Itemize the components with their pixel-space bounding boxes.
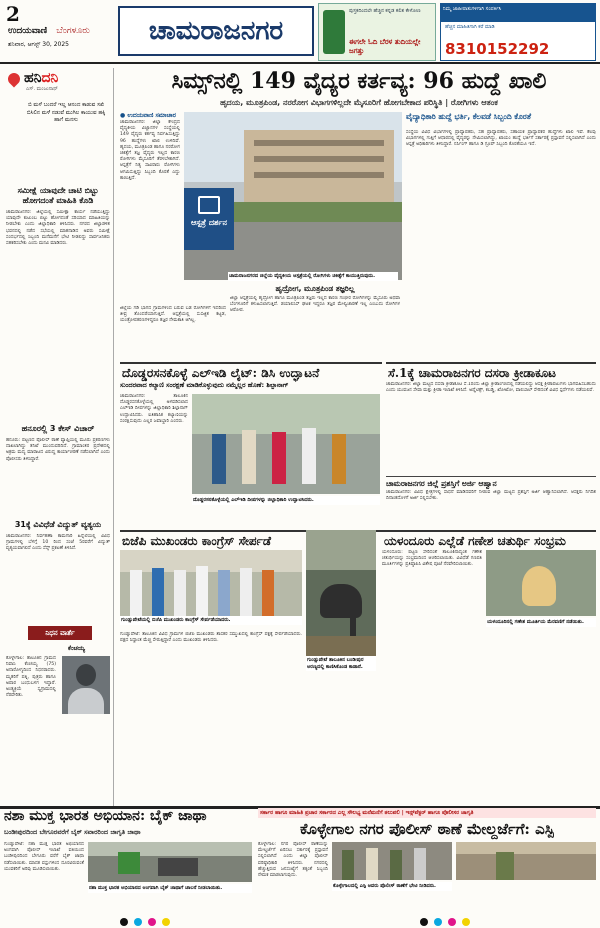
drop-icon xyxy=(6,71,23,88)
story-bjp-body: ಗುಂಡ್ಲುಪೇಟೆ: ತಾಲೂಕಿನ ವಿವಿಧ ಗ್ರಾಮಗಳ ಬಿಜೆಪಿ ಮುಖಂಡರು ಶಾಸಕರ ಸಮ್ಮುಖದಲ್ಲಿ ಕಾಂಗ್ರೆಸ್ ಪಕ್ಷಕ್ಕೆ ಸೇರ್ಪಡೆಯಾದರು. ಪಕ್ಷದ ಸಿದ್ಧಾಂತ ಮೆಚ್ಚಿ ಸೇರುತ್ತಿದ್ದಾರೆ ಎಂದು ಮುಖಂಡರು ತಿಳಿಸಿದರು. xyxy=(120,632,302,644)
story-led-body: ಚಾಮರಾಜನಗರ: ತಾಲೂಕಿನ ದೊಡ್ಡರಸನಕೊಳ್ಳೆಯಲ್ಲಿ ಅಳವಡಿಸಲಾದ ಎಲ್‌ಇಡಿ ದೀಪಗಳನ್ನು ಜಿಲ್ಲಾಧಿಕಾರಿ ಶಿಲ್ಪಾನಾಗ್ ಉದ್ಘಾಟಿಸಿದರು. ಐತಿಹಾಸಿಕ ಕಲ್ಯಾಣಿಯನ್ನು ಸಂರಕ್ಷಿಸುವುದು ಎಲ್ಲರ ಜವಾಬ್ದಾರಿ ಎಂದರು. xyxy=(120,394,188,424)
section-badge xyxy=(184,188,234,250)
story-kollegala-head: ಕೊಳ್ಳೇಗಾಲ ನಗರ ಪೊಲೀಸ್ ಠಾಣೆ ಮೇಲ್ದರ್ಜೆಗೆ: ಎಸ್ಪಿ xyxy=(300,820,554,838)
story-nasha-body: ಗುಂಡ್ಲುಪೇಟೆ: ನಶಾ ಮುಕ್ತ ಭಾರತ ಅಭಿಯಾನದ ಅಂಗವಾಗಿ ಪೊಲೀಸ್ ಇಲಾಖೆ ವತಿಯಿಂದ ಬಂಡೀಪುರದಿಂದ ಬೇಗೂರು ವರೆಗೆ ಬೈಕ್ ಜಾಥಾ ನಡೆಸಲಾಯಿತು. ಮಾದಕ ವಸ್ತುಗಳಿಂದ ದೂರವಿರುವಂತೆ ಯುವಕರಿಗೆ ಅರಿವು ಮೂಡಿಸಲಾಯಿತು. xyxy=(4,842,84,872)
kollegala-photo-caption: ಕೊಳ್ಳೇಗಾಲದಲ್ಲಿ ಎಸ್ಪಿ ಅವರು ಪೊಲೀಸ್ ಠಾಣೆಗೆ ಭೇಟಿ ನೀಡಿದರು. xyxy=(332,882,452,891)
obituary-photo xyxy=(62,656,110,714)
main-headline: ಸಿಮ್ಸ್‌ನಲ್ಲಿ 149 ವೈದ್ಯರ ಕರ್ತವ್ಯ: 96 ಹುದ್ದೆ ಖಾಲಿ xyxy=(171,68,547,94)
registration-mark-icon xyxy=(448,918,456,926)
left-column xyxy=(4,68,114,806)
registration-mark-icon xyxy=(420,918,428,926)
hospital-photo-caption: ಚಾಮರಾಜನಗರದ ಜಿಲ್ಲೆಯ ವೈದ್ಯಕೀಯ ಆಸ್ಪತ್ರೆಯಲ್ಲಿ ರೋಗಿಗಳು ಚಿಕಿತ್ಸೆಗೆ ಕಾಯುತ್ತಿರುವುದು. xyxy=(228,272,398,281)
story-kollegala-body: ಕೊಳ್ಳೇಗಾಲ: ನಗರ ಪೊಲೀಸ್ ಠಾಣೆಯನ್ನು ಮೇಲ್ದರ್ಜೆಗೆ ಏರಿಸಲು ಸರ್ಕಾರಕ್ಕೆ ಪ್ರಸ್ತಾವನೆ ಸಲ್ಲಿಸಲಾಗಿದೆ ಎಂದು ಜಿಲ್ಲಾ ಪೊಲೀಸ್ ವರಿಷ್ಠಾಧಿಕಾರಿ ತಿಳಿಸಿದರು. ನಗರದಲ್ಲಿ ಹೆಚ್ಚುತ್ತಿರುವ ಜನಸಂಖ್ಯೆಗೆ ತಕ್ಕಂತೆ ಸಿಬ್ಬಂದಿ ನೇಮಕ ಮಾಡಲಾಗುವುದು. xyxy=(258,842,328,879)
registration-mark-icon xyxy=(434,918,442,926)
registration-mark-icon xyxy=(148,918,156,926)
story-nasha-head: ನಶಾ ಮುಕ್ತ ಭಾರತ ಅಭಿಯಾನ: ಬೈಕ್ ಜಾಥಾ xyxy=(4,808,207,824)
column-title-em: ದನಿ xyxy=(41,70,59,86)
obituary-label: ನಿಧನ ವಾರ್ತೆ xyxy=(28,626,92,640)
section-badge-label: ಆಸ್ಪತ್ರೆ ದರ್ಶನ xyxy=(191,218,227,227)
column-header xyxy=(4,68,114,94)
side-story-body: ಸಂಸ್ಥೆಯ ವಿವಿಧ ವಿಭಾಗಗಳಲ್ಲಿ ಪ್ರಾಧ್ಯಾಪಕರು, ಸಹ ಪ್ರಾಧ್ಯಾಪಕರು, ಸಹಾಯಕ ಪ್ರಾಧ್ಯಾಪಕರ ಹುದ್ದೆಗಳು ಖಾಲಿ ಇವೆ. ಕೆಲವು ವಿಭಾಗಗಳಲ್ಲಿ ಗುತ್ತಿಗೆ ಆಧಾರದಲ್ಲಿ ವೈದ್ಯರನ್ನು ನೇಮಿಸಲಾಗಿದ್ದು, ಖಾಯಂ ಹುದ್ದೆ ಭರ್ತಿಗೆ ಸರ್ಕಾರಕ್ಕೆ ಪ್ರಸ್ತಾವನೆ ಸಲ್ಲಿಸಲಾಗಿದೆ ಎಂದು ಆಸ್ಪತ್ರೆ ಅಧಿಕಾರಿಗಳು ತಿಳಿಸಿದ್ದಾರೆ. ನರ್ಸಿಂಗ್ ಹಾಗೂ ಡಿ ಗ್ರೂಪ್ ಸಿಬ್ಬಂದಿ ಕೊರತೆಯೂ ಇದೆ. xyxy=(406,130,596,148)
advert-reading-tagline: ಈಗಲೇ ಓದಿ ಬೆರಳ ತುದಿಯಲ್ಲೇ ಜಗತ್ತು xyxy=(349,38,421,55)
page-number: 2 xyxy=(6,2,20,26)
ganesha-photo xyxy=(486,550,596,616)
paper-name xyxy=(8,26,90,36)
column-title-pre: ಹನಿ xyxy=(24,70,42,86)
advert-reading[interactable] xyxy=(318,3,436,61)
story-hanur-body: ಹನೂರು: ಪಟ್ಟಣದ ಪೊಲೀಸ್ ಠಾಣೆ ವ್ಯಾಪ್ತಿಯಲ್ಲಿ ಮೂರು ಪ್ರಕರಣಗಳು ದಾಖಲಾಗಿದ್ದು ತನಿಖೆ ಮುಂದುವರಿದಿದೆ. ಗ್ರಾಮಾಂತರ ಪ್ರದೇಶದಲ್ಲಿ ಅಕ್ರಮ ಮದ್ಯ ಮಾರಾಟದ ವಿರುದ್ಧ ಕಾರ್ಯಾಚರಣೆ ನಡೆಸಲಾಗಿದೆ ಎಂದು ಪೊಲೀಸರು ತಿಳಿಸಿದ್ದಾರೆ. xyxy=(6,438,110,462)
kollegala-photo-2 xyxy=(456,842,596,880)
side-story-head: ವೈದ್ಯಾಧಿಕಾರಿ ಹುದ್ದೆ ಭರ್ತಿ, ಕೆಲವಡೆ ಸಿಬ್ಬಂದಿ ಕೊರತೆ xyxy=(406,112,531,121)
bjp-photo xyxy=(120,550,302,616)
story-nasha-sub: ಬಂಡೀಪುರದಿಂದ ಬೇಗೂರವರೆಗೆ ಬೈಕ್ ಸವಾರರಿಂದ ಜಾಗೃತಿ ಜಾಥಾ xyxy=(4,828,141,836)
main-subbox-body: ಜಿಲ್ಲಾ ಆಸ್ಪತ್ರೆಯಲ್ಲಿ ಹೃದ್ರೋಗ ಹಾಗೂ ಮೂತ್ರಪಿಂಡ ತಜ್ಞರು ಇಲ್ಲದ ಕಾರಣ ಗಂಭೀರ ರೋಗಿಗಳನ್ನು ಮೈಸೂರು ಅಥವಾ ಬೆಂಗಳೂರಿಗೆ ಕಳುಹಿಸಲಾಗುತ್ತಿದೆ. ಡಯಾಲಿಸಿಸ್ ಘಟಕ ಇದ್ದರೂ ತಜ್ಞರ ಮೇಲ್ವಿಚಾರಣೆ ಇಲ್ಲ ಎಂಬುದು ರೋಗಿಗಳ ಆರೋಪ. xyxy=(230,296,400,314)
advert-reading-text: ಪುಸ್ತಕದಿಂದಲೇ ಹೆಚ್ಚಿನ ಕನ್ನಡ ಕಲಿತ ಕೇಳೋಣ xyxy=(349,8,421,14)
story-award-body: ಚಾಮರಾಜನಗರ: ವಿವಿಧ ಕ್ಷೇತ್ರಗಳಲ್ಲಿ ಸಾಧನೆ ಮಾಡಿದವರಿಗೆ ನೀಡುವ ಜಿಲ್ಲಾ ಮಟ್ಟದ ಪ್ರಶಸ್ತಿಗೆ ಅರ್ಜಿ ಆಹ್ವಾನಿಸಲಾಗಿದೆ. ಆಸಕ್ತರು ನಿಗದಿತ ದಿನಾಂಕದೊಳಗೆ ಅರ್ಜಿ ಸಲ್ಲಿಸಬೇಕು. xyxy=(386,490,596,502)
story-ganesha-body: ಯಳಂದೂರು: ಪಟ್ಟಣ ಸೇರಿದಂತೆ ತಾಲೂಕಿನಾದ್ಯಂತ ಗಣೇಶ ಚತುರ್ಥಿಯನ್ನು ಸಂಭ್ರಮದಿಂದ ಆಚರಿಸಲಾಯಿತು. ವಿವಿಧೆಡೆ ಗಣಪತಿ ಮೂರ್ತಿಗಳನ್ನು ಪ್ರತಿಷ್ಠಾಪಿಸಿ ವಿಶೇಷ ಪೂಜೆ ನೆರವೇರಿಸಲಾಯಿತು. xyxy=(382,550,482,568)
advert-contact-text: ಹೆಚ್ಚಿನ ಮಾಹಿತಿಗಾಗಿ ಕರೆ ಮಾಡಿ xyxy=(445,24,495,30)
dateline: ಶನಿವಾರ, ಆಗಸ್ಟ್ 30, 2025 xyxy=(8,41,69,48)
elephant-photo-caption: ಗುಂಡ್ಲುಪೇಟೆ ತಾಲೂಕಿನ ಬಂಡೀಪುರ ಅರಣ್ಯದಲ್ಲಿ ಕಾಣಿಸಿಕೊಂಡ ಕಾಡಾನೆ. xyxy=(306,656,376,671)
section-title: ಚಾಮರಾಜನಗರ xyxy=(118,6,314,56)
advert-contact[interactable] xyxy=(440,3,596,61)
registration-mark-icon xyxy=(120,918,128,926)
masthead xyxy=(0,0,600,64)
obituary-body-cont xyxy=(6,718,110,802)
elephant-photo xyxy=(306,530,376,656)
led-photo xyxy=(192,394,380,494)
registration-mark-icon xyxy=(162,918,170,926)
registration-mark-icon xyxy=(462,918,470,926)
story-dasara-head: ಸೆ.1ಕ್ಕೆ ಚಾಮರಾಜನಗರ ದಸರಾ ಕ್ರೀಡಾಕೂಟ xyxy=(386,362,596,382)
paper-title: ಉದಯವಾಣಿ xyxy=(8,26,48,36)
main-subbox-head: ಹೃದ್ರೋಗ, ಮೂತ್ರಪಿಂಡ ತಜ್ಞರಿಲ್ಲ xyxy=(275,284,355,293)
main-body-mid: ಜಿಲ್ಲೆಯ ಗಡಿ ಭಾಗದ ಗ್ರಾಮಗಳಿಂದ ಬರುವ ಬಡ ರೋಗಿಗಳಿಗೆ ಇದರಿಂದ ತೀವ್ರ ತೊಂದರೆಯಾಗುತ್ತಿದೆ. ಆಸ್ಪತ್ರೆಯಲ್ಲಿ ಸುಸಜ್ಜಿತ ಕಟ್ಟಡ, ಯಂತ್ರೋಪಕರಣಗಳಿದ್ದರೂ ತಜ್ಞರ ನೇಮಕಾತಿ ಆಗಿಲ್ಲ. xyxy=(120,306,226,324)
kollegala-photo xyxy=(332,842,452,880)
main-body-left: ಚಾಮರಾಜನಗರ: ಜಿಲ್ಲಾ ಕೇಂದ್ರದ ವೈದ್ಯಕೀಯ ವಿಜ್ಞಾನಗಳ ಸಂಸ್ಥೆಯಲ್ಲಿ 149 ವೈದ್ಯರು ಕರ್ತವ್ಯ ನಿರ್ವಹಿಸುತ್ತಿದ್ದು 96 ಹುದ್ದೆಗಳು ಖಾಲಿ ಉಳಿದಿವೆ. ಹೃದಯ, ಮೂತ್ರಪಿಂಡ ಹಾಗೂ ನರರೋಗ ಚಿಕಿತ್ಸೆಗೆ ತಜ್ಞ ವೈದ್ಯರು ಇಲ್ಲದ ಕಾರಣ ರೋಗಿಗಳು ಮೈಸೂರಿಗೆ ತೆರಳಬೇಕಾಗಿದೆ. ಆಸ್ಪತ್ರೆಗೆ ನಿತ್ಯ ಸಾವಿರಾರು ರೋಗಿಗಳು ಆಗಮಿಸುತ್ತಿದ್ದು ಸಿಬ್ಬಂದಿ ಕೊರತೆ ಎದ್ದು ಕಾಣುತ್ತಿದೆ. xyxy=(120,120,180,181)
story-led-sub: ಸುಂದರವಾದ ಕಲ್ಯಾಣಿ ಸಂರಕ್ಷಣೆ ಮಾಡಿಕೊಳ್ಳುವುದು ನಮ್ಮೆಲ್ಲರ ಹೊಣೆ: ಶಿಲ್ಪಾನಾಗ್ xyxy=(120,381,289,389)
print-footer xyxy=(0,914,600,928)
column-title xyxy=(24,70,58,86)
story-power-body: ಚಾಮರಾಜನಗರ: ನಿರ್ವಹಣಾ ಕಾಮಗಾರಿ ಹಿನ್ನೆಲೆಯಲ್ಲಿ ವಿವಿಧ ಗ್ರಾಮಗಳಲ್ಲಿ ಬೆಳಗ್ಗೆ 10 ರಿಂದ ಸಂಜೆ 5ರವರೆಗೆ ವಿದ್ಯುತ್ ವ್ಯತ್ಯಯವಾಗಲಿದೆ ಎಂದು ಸೆಸ್ಕ್ ಪ್ರಕಟಣೆ ತಿಳಿಸಿದೆ. xyxy=(6,534,110,552)
main-kicker: ● ಉದಯವಾಣಿ ಸಮಾಚಾರ xyxy=(120,112,176,119)
advert-phone-number[interactable]: 8310152292 xyxy=(445,40,550,58)
phone-icon xyxy=(323,10,345,54)
bjp-photo-caption: ಗುಂಡ್ಲುಪೇಟೆಯಲ್ಲಿ ಬಿಜೆಪಿ ಮುಖಂಡರು ಕಾಂಗ್ರೆಸ್ ಸೇರ್ಪಡೆಯಾದರು. xyxy=(120,616,302,625)
story-survey-head: ಸಮೀಕ್ಷೆ ಯಾವುದೇ ಚಾಟಿ ಬಿಟ್ಟು ಹೋಗದಂತೆ ಮಾಹಿತಿ ಕೊಡಿ xyxy=(17,186,99,205)
column-author: ಎಸ್. ಮಂಜುನಾಥ್ xyxy=(26,86,58,92)
story-dasara-body: ಚಾಮರಾಜನಗರ: ಜಿಲ್ಲಾ ಮಟ್ಟದ ದಸರಾ ಕ್ರೀಡಾಕೂಟ ಸೆ.1ರಂದು ಜಿಲ್ಲಾ ಕ್ರೀಡಾಂಗಣದಲ್ಲಿ ನಡೆಯಲಿದ್ದು ಆಸಕ್ತ ಕ್ರೀಡಾಪಟುಗಳು ಭಾಗವಹಿಸಬಹುದು ಎಂದು ಯುವಜನ ಸೇವಾ ಮತ್ತು ಕ್ರೀಡಾ ಇಲಾಖೆ ತಿಳಿಸಿದೆ. ಅಥ್ಲೆಟಿಕ್ಸ್, ಕಬಡ್ಡಿ, ಖೋಖೋ, ವಾಲಿಬಾಲ್ ಸೇರಿದಂತೆ ವಿವಿಧ ಸ್ಪರ್ಧೆಗಳು ನಡೆಯಲಿವೆ. xyxy=(386,382,596,394)
obituary-name: ಕೆಂಚಯ್ಯ xyxy=(68,645,85,652)
story-bjp-head: ಬಿಜೆಪಿ ಮುಖಂಡರು ಕಾಂಗ್ರೆಸ್ ಸೇರ್ಪಡೆ xyxy=(120,530,382,550)
ganesha-photo-caption: ಯಳಂದೂರಿನಲ್ಲಿ ಗಣೇಶ ಮೂರ್ತಿಯ ಮೆರವಣಿಗೆ ನಡೆಯಿತು. xyxy=(486,618,596,627)
story-power-head: 31ಕ್ಕೆ ವಿವಿಧೆಡೆ ವಿದ್ಯುತ್ ವ್ಯತ್ಯಯ xyxy=(14,520,102,529)
story-survey-body: ಚಾಮರಾಜನಗರ: ಜಿಲ್ಲೆಯಲ್ಲಿ ಸಮೀಕ್ಷಾ ಕಾರ್ಯ ನಡೆಯುತ್ತಿದ್ದು ಯಾವುದೇ ಕುಟುಂಬ ಬಿಟ್ಟು ಹೋಗದಂತೆ ಸರಿಯಾದ ಮಾಹಿತಿಯನ್ನು ನೀಡಬೇಕು ಎಂದು ಜಿಲ್ಲಾಧಿಕಾರಿ ತಿಳಿಸಿದರು. ನಗರದ ಜಿಲ್ಲಾಡಳಿತ ಭವನದಲ್ಲಿ ನಡೆದ ಸಭೆಯಲ್ಲಿ ಮಾತನಾಡಿದ ಅವರು ಸಮೀಕ್ಷೆ ಸಂದರ್ಭದಲ್ಲಿ ಸಿಬ್ಬಂದಿ ಮನೆಮನೆಗೆ ಭೇಟಿ ನೀಡಲಿದ್ದು ಸಾರ್ವಜನಿಕರು ಸಹಕರಿಸಬೇಕು ಎಂದು ಮನವಿ ಮಾಡಿದರು. xyxy=(6,210,110,247)
advert-contact-title: ನಿಮ್ಮ ಜಾಹೀರಾತುಗಳಿಗಾಗಿ ಸಂಪರ್ಕಿಸಿ xyxy=(441,4,595,22)
hospital-icon xyxy=(198,196,220,214)
story-hanur-head: ಹನೂರಲ್ಲಿ 3 ಕೇಸ್ ವಿಚಾರ್ xyxy=(21,424,95,433)
paper-city: ಬೆಂಗಳೂರು xyxy=(56,26,90,36)
main-subheadline: ಹೃದಯ, ಮೂತ್ರಪಿಂಡ, ನರರೋಗ ವಿಭಾಗಗಳಿಲ್ಲದೇ ಮೈಸೂರಿಗೆ ಹೋಗಬೇಕಾದ ಪರಿಸ್ಥಿತಿ | ರೋಗಿಗಳು ಆತಂಕ xyxy=(220,98,498,107)
red-strip: ಸರ್ಕಾರ ಹಾಗೂ ಮಾಹಿತಿ ಪ್ರಚಾರ ಸರ್ಕಾರದ ಎಲ್ಲ ಸೌಲಭ್ಯ ಮನೆಮನೆಗೆ ತಲುಪಲಿ | ಇನ್ಸ್‌ಪೆಕ್ಟರ್ ಹಾಗೂ ಪೊಲೀಸರ ಜಾಗೃತಿ xyxy=(258,808,596,818)
obituary-body: ಕೊಳ್ಳೇಗಾಲ: ತಾಲೂಕಿನ ಗ್ರಾಮದ ನಿವಾಸಿ ಕೆಂಚಯ್ಯ (75) ಅನಾರೋಗ್ಯದಿಂದ ನಿಧನರಾದರು. ಮೃತರಿಗೆ ಪತ್ನಿ, ಪುತ್ರರು ಹಾಗೂ ಅಪಾರ ಬಂಧುಬಳಗ ಇದ್ದಾರೆ. ಅಂತ್ಯಕ್ರಿಯೆ ಸ್ವಗ್ರಾಮದಲ್ಲಿ ನೆರವೇರಿತು. xyxy=(6,656,56,699)
nasha-photo xyxy=(88,842,252,882)
registration-mark-icon xyxy=(134,918,142,926)
story-led-head: ದೊಡ್ಡರಸನಕೊಳ್ಳೆ ಎಲ್‌ಇಡಿ ಲೈಟ್: ಡಿಸಿ ಉದ್ಘಾಟನೆ xyxy=(120,362,382,382)
story-award-head: ಚಾಮರಾಜನಗರ ಜಿಲ್ಲೆ ಪ್ರಶಸ್ತಿಗೆ ಅರ್ಜಿ ಆಹ್ವಾನ xyxy=(386,476,596,488)
led-photo-caption: ದೊಡ್ಡರಸನಕೊಳ್ಳೆಯಲ್ಲಿ ಎಲ್‌ಇಡಿ ದೀಪಗಳನ್ನು ಜಿಲ್ಲಾಧಿಕಾರಿ ಉದ್ಘಾಟಿಸಿದರು. xyxy=(192,496,380,505)
poem: ಬಿ ಮಳೆ ಬಂದರೆ ಇಲ್ಲ ಆನಂದ ಕಾಡುವ ಸಖಿ ಬಿಸಿಲಿನ ಮಳೆ ನಡುವೆ ಮುಗಿಲ ಕಾಯುವ ಹಕ್ಕಿ ಹಾಗೆ ಮನಸು xyxy=(26,102,106,123)
nasha-photo-caption: ನಶಾ ಮುಕ್ತ ಭಾರತ ಅಭಿಯಾನದ ಅಂಗವಾಗಿ ಬೈಕ್ ಜಾಥಾಗೆ ಚಾಲನೆ ನೀಡಲಾಯಿತು. xyxy=(88,884,252,893)
story-ganesha-head: ಯಳಂದೂರು ಎಲ್ಲೆಡೆ ಗಣೇಶ ಚತುರ್ಥಿ ಸಂಭ್ರಮ xyxy=(382,530,596,550)
